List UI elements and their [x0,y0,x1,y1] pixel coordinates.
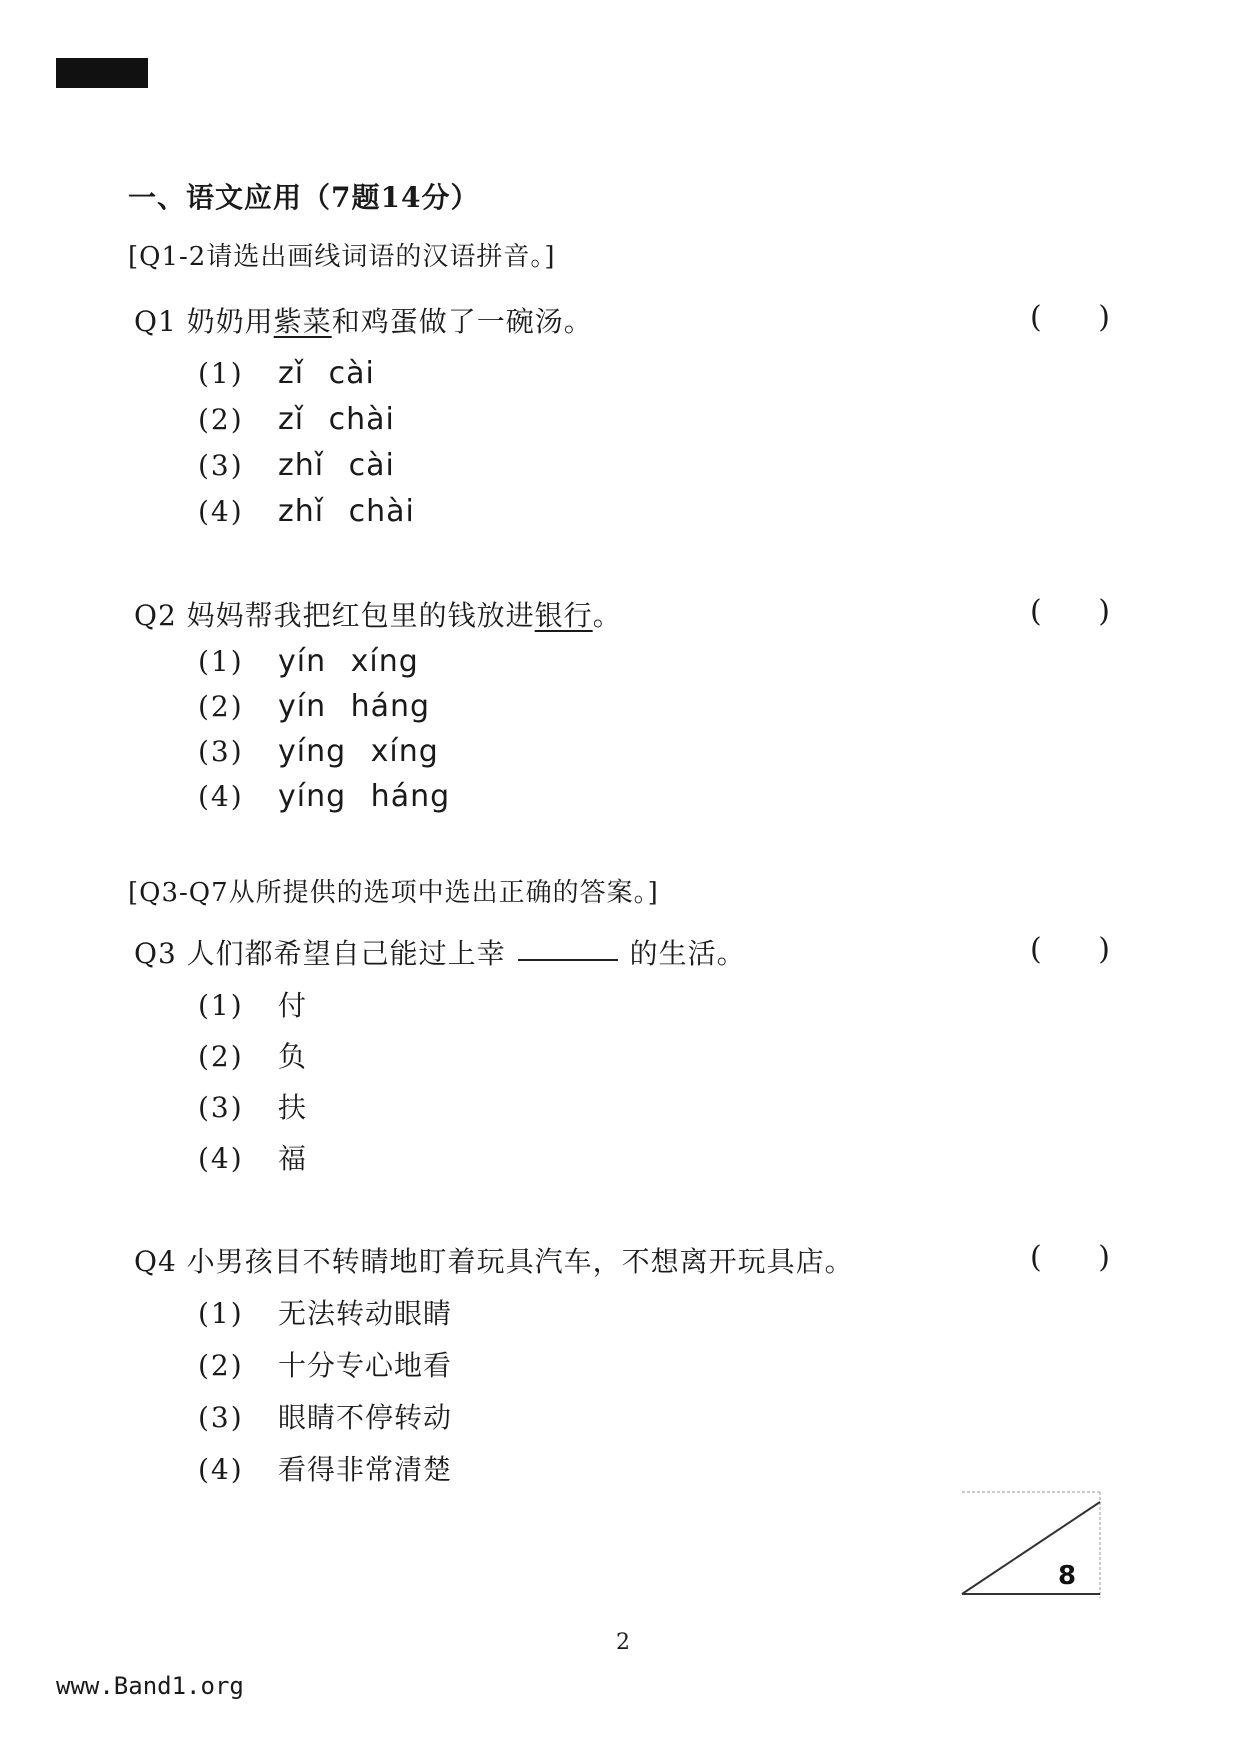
option-item[interactable] [198,1086,307,1137]
option-text: 付 [278,989,308,1022]
option-number: (1) [198,645,244,678]
option-number: (4) [198,1453,244,1486]
option-text: 看得非常清楚 [278,1453,453,1486]
answer-box-q4[interactable] [1030,1240,1110,1275]
options-q1 [198,356,415,540]
option-item[interactable] [198,1344,452,1396]
footer-url[interactable]: www.Band1.org [56,1672,244,1700]
option-text: 福 [278,1142,308,1175]
option-text: 扶 [278,1091,308,1124]
score-total: 8 [1058,1561,1077,1591]
q2-stem-start: Q2 妈妈帮我把红包里的钱放进 [134,599,535,632]
q1-underlined-word: 紫菜 [273,305,332,338]
option-text: zhǐ chài [278,494,415,529]
option-number: (3) [198,735,244,768]
option-item[interactable] [198,1035,307,1086]
option-number: (1) [198,1297,244,1330]
q1-stem-start: Q1 奶奶用 [134,305,274,338]
question-q1 [134,300,593,340]
page-number: 2 [616,1630,630,1655]
option-text: zǐ chài [278,402,395,437]
option-text: 负 [278,1040,308,1073]
paren-close: ) [1098,300,1110,335]
question-q4: Q4 小男孩目不转睛地盯着玩具汽车，不想离开玩具店。 [134,1245,854,1278]
options-q3 [198,984,307,1188]
option-item[interactable] [198,1292,452,1344]
option-item[interactable] [198,356,415,402]
option-text: zǐ cài [278,356,375,391]
option-number: (1) [198,357,244,390]
option-item[interactable] [198,689,450,734]
option-item[interactable] [198,448,415,494]
option-number: (2) [198,403,244,436]
option-number: (1) [198,989,244,1022]
paren-open: ( [1030,300,1042,335]
option-number: (2) [198,1349,244,1382]
options-q2 [198,644,450,824]
question-q2 [134,594,622,634]
option-text: 无法转动眼睛 [278,1297,453,1330]
answer-box-q2[interactable] [1030,594,1110,629]
option-text: yín xíng [278,644,419,679]
option-item[interactable] [198,1396,452,1448]
option-text: yín háng [278,689,431,724]
answer-box-q3[interactable] [1030,932,1110,967]
option-item[interactable] [198,494,415,540]
section-title: 一、语文应用（7题14分） [128,181,480,214]
paren-open: ( [1030,932,1042,967]
option-number: (4) [198,1142,244,1175]
option-number: (3) [198,1401,244,1434]
option-item[interactable] [198,402,415,448]
option-item[interactable] [198,779,450,824]
paren-close: ) [1098,932,1110,967]
option-number: (2) [198,1040,244,1073]
q1-stem-end: 和鸡蛋做了一碗汤。 [331,305,593,338]
paren-close: ) [1098,1240,1110,1275]
fill-in-blank[interactable] [518,959,618,961]
score-box [960,1490,1110,1600]
paren-open: ( [1030,1240,1042,1275]
option-text: 眼睛不停转动 [278,1401,453,1434]
option-text: yíng háng [278,779,451,814]
options-q4 [198,1292,452,1500]
paren-open: ( [1030,594,1042,629]
option-number: (3) [198,1091,244,1124]
q3-stem-start: Q3 人们都希望自己能过上幸 [134,937,506,970]
option-text: 十分专心地看 [278,1349,453,1382]
option-number: (2) [198,690,244,723]
question-q3 [134,932,746,972]
option-item[interactable] [198,644,450,689]
option-item[interactable] [198,1448,452,1500]
option-item[interactable] [198,734,450,779]
option-text: zhǐ cài [278,448,395,483]
q2-stem-end: 。 [592,599,622,632]
option-item[interactable] [198,1137,307,1188]
paren-close: ) [1098,594,1110,629]
redaction-bar [56,58,148,88]
instruction-q3-q7: [Q3-Q7从所提供的选项中选出正确的答案。] [128,878,659,908]
instruction-q1-q2: [Q1-2请选出画线词语的汉语拼音。] [128,242,556,272]
q2-underlined-word: 银行 [534,599,593,632]
option-number: (4) [198,780,244,813]
option-number: (4) [198,495,244,528]
option-item[interactable] [198,984,307,1035]
option-text: yíng xíng [278,734,439,769]
q3-stem-end: 的生活。 [629,937,746,970]
option-number: (3) [198,449,244,482]
answer-box-q1[interactable] [1030,300,1110,335]
